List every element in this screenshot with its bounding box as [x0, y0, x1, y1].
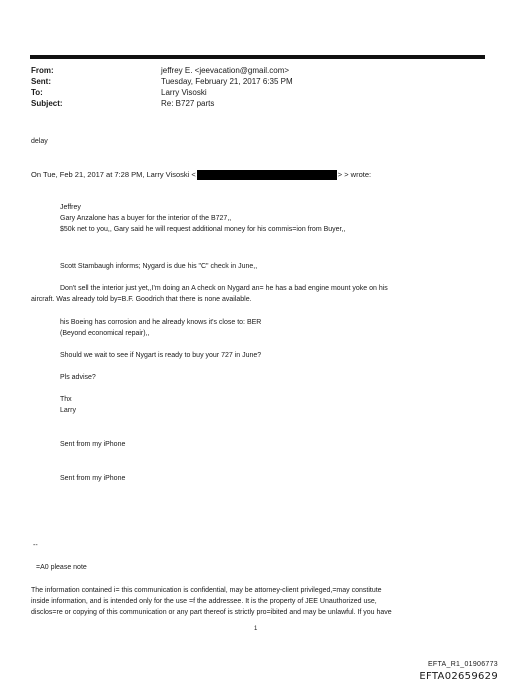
quoted-line: Jeffrey: [60, 204, 81, 211]
bates-number: EFTA02659629: [419, 671, 498, 682]
quoted-line: (Beyond economical repair),,: [60, 330, 150, 337]
to-row: [31, 87, 471, 98]
from-value: jeffrey E. <jeevacation@gmail.com>: [161, 66, 290, 75]
quote-attribution: [31, 170, 371, 180]
quoted-line: aircraft. Was already told by=B.F. Goodrich that there is none available.: [31, 296, 252, 303]
sent-label: Sent:: [31, 77, 51, 86]
subject-value: Re: B727 parts: [161, 99, 215, 108]
signature-separator: --: [33, 542, 38, 549]
subject-row: [31, 98, 471, 109]
redaction-bar: [197, 170, 337, 180]
disclaimer-line: inside information, and is intended only for the use =f the addressee. It is the property of JEE Unauthorized use,: [31, 598, 377, 605]
wrote-suffix: > > wrote:: [337, 170, 372, 179]
from-label: From:: [31, 66, 54, 75]
disclaimer-line: disclos=re or copying of this communication or any part thereof is strictly pro=ibited and may be unlawful. If you have: [31, 609, 392, 616]
reply-text: delay: [31, 138, 48, 145]
quoted-line: Thx: [60, 396, 72, 403]
quoted-line: his Boeing has corrosion and he already knows it's close to: BER: [60, 319, 262, 326]
quoted-line: Larry: [60, 407, 76, 414]
sent-value: Tuesday, February 21, 2017 6:35 PM: [161, 77, 293, 86]
subject-label: Subject:: [31, 99, 63, 108]
document-id: EFTA_R1_01906773: [427, 661, 498, 668]
quoted-line: Sent from my iPhone: [60, 475, 126, 482]
from-row: [31, 65, 471, 76]
quoted-line: Pls advise?: [60, 374, 96, 381]
sent-row: [31, 76, 471, 87]
quoted-line: Scott Stambaugh informs; Nygard is due his "C" check in June,,: [60, 263, 258, 270]
email-header: [31, 65, 471, 109]
header-rule: [30, 55, 485, 59]
to-label: To:: [31, 88, 43, 97]
quoted-line: Don't sell the interior just yet,,I'm doing an A check on Nygard an= he has a bad engine mount yoke on his: [60, 285, 388, 292]
quoted-line: Gary Anzalone has a buyer for the interior of the B727,,: [60, 215, 232, 222]
quoted-line: $50k net to you,, Gary said he will request additional money for his commis=ion from Buyer,,: [60, 226, 346, 233]
wrote-prefix: On Tue, Feb 21, 2017 at 7:28 PM, Larry Visoski <: [31, 170, 196, 179]
page-number: 1: [254, 626, 258, 632]
disclaimer-line: The information contained i= this communication is confidential, may be attorney-client privileged,=may constitute: [31, 587, 382, 594]
quoted-line: Should we wait to see if Nygart is ready to buy your 727 in June?: [60, 352, 262, 359]
note-line: =A0 please note: [36, 564, 87, 571]
quoted-line: Sent from my iPhone: [60, 441, 126, 448]
to-value: Larry Visoski: [161, 88, 207, 97]
